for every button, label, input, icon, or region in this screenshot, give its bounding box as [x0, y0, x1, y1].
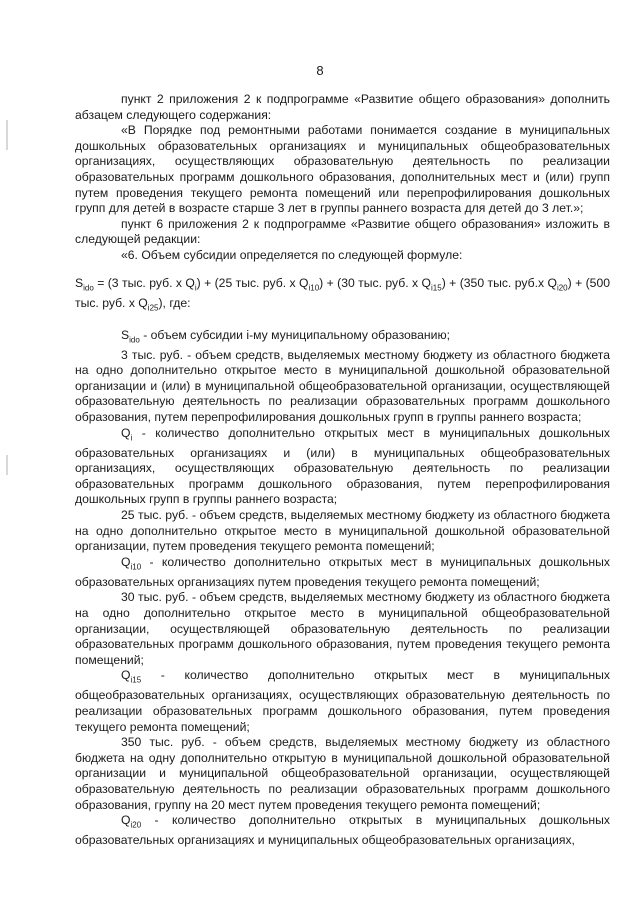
definition-item: 350 тыс. руб. - объем средств, выделяемых местному бюджету из областного бюджета на одну дополнительно открытую в муниципальной дошкольной образовательной организации и муниципальной общеобразовательной организации, осуществляющей образовательную деятельность по реализации образовательных программ дошкольного образования, группу на 20 мест путем проведения текущего ремонта помещений;: [75, 735, 610, 812]
definition-item: $S_{ido}$ - объем субсидии i-му муниципальному образованию;: [121, 327, 450, 345]
paragraph: «6. Объем субсидии определяется по следующей формуле:: [121, 247, 463, 262]
definition-item: $Q_{i15}$ - количество дополнительно открытых мест в муниципальных общеобразовательных организациях, осуществляющих образовательную деятельность по реализации образовательных программ дошкольного образования, путем проведения текущего ремонта помещений;: [75, 668, 610, 734]
spacer: [75, 316, 610, 328]
definition-item: 3 тыс. руб. - объем средств, выделяемых местному бюджету из областного бюджета на одно дополнительно открытое место в муниципальной дошкольной образовательной организации и (или) в муниципальной общеобразовательной организации, осуществляющей образовательную деятельность по реализации образовательных программ дошкольного образования, путем перепрофилирования дошкольных групп в группы раннего возраста;: [75, 347, 610, 424]
paragraph: пункт 2 приложения 2 к подпрограмме «Развитие общего образования» дополнить абзацем следующего содержания:: [75, 92, 610, 122]
definition-item: 25 тыс. руб. - объем средств, выделяемых местному бюджету из областного бюджета на одно дополнительно открытое место в муниципальной дошкольной образовательной организации, путем проведения текущего ремонта помещений;: [75, 508, 610, 554]
paragraph: пункт 6 приложения 2 к подпрограмме «Развитие общего образования» изложить в следующей редакции:: [75, 216, 610, 247]
formula: $S_{ido} = (3$ тыс. руб. x $Q_i) + (25$ тыс. руб. x $Q_{i10}) + (30$ тыс. руб. x $Q_{i15}) + (350$ тыс. руб.x $Q_{i20}) + (500$ тыс. руб. x $Q_{i25}$), где:: [75, 275, 611, 312]
definition-item: $Q_{i10}$ - количество дополнительно открытых мест в муниципальных дошкольных образовательных организациях путем проведения текущего ремонта помещений;: [75, 554, 610, 589]
scan-margin-mark: [6, 120, 8, 150]
spacer: [75, 264, 610, 276]
scan-margin-mark: [6, 455, 8, 475]
definition-item: 30 тыс. руб. - объем средств, выделяемых местному бюджету из областного бюджета на одно дополнительно открытое место в муниципальной общеобразовательной организации, осуществляющей образовательную деятельность по реализации образовательных программ дошкольного образования, путем проведения текущего ремонта помещений;: [75, 590, 610, 667]
paragraph: «В Порядке под ремонтными работами понимается создание в муниципальных дошкольных образовательных организациях и муниципальных общеобразовательных организациях, осуществляющих образовательную деятельность по реализации образовательных программ дошкольного образования, дополнительных мест и (или) групп путем проведения текущего ремонта помещений или перепрофилирования дошкольных групп для детей в возрасте старше 3 лет в группы раннего возраста для детей до 3 лет.»;: [75, 123, 610, 216]
document-body: [75, 92, 610, 849]
definition-item: $Q_i$ - количество дополнительно открытых мест в муниципальных дошкольных образовательных организациях и (или) в муниципальных общеобразовательных организациях, осуществляющих образовательную деятельность по реализации образовательных программ дошкольного образования, путем перепрофилирования дошкольных групп в группы раннего возраста;: [75, 425, 610, 507]
definition-item: $Q_{i20}$ - количество дополнительно открытых в муниципальных дошкольных образовательных организациях и муниципальных общеобразовательных организациях,: [75, 813, 610, 848]
page-number: 8: [316, 63, 324, 78]
